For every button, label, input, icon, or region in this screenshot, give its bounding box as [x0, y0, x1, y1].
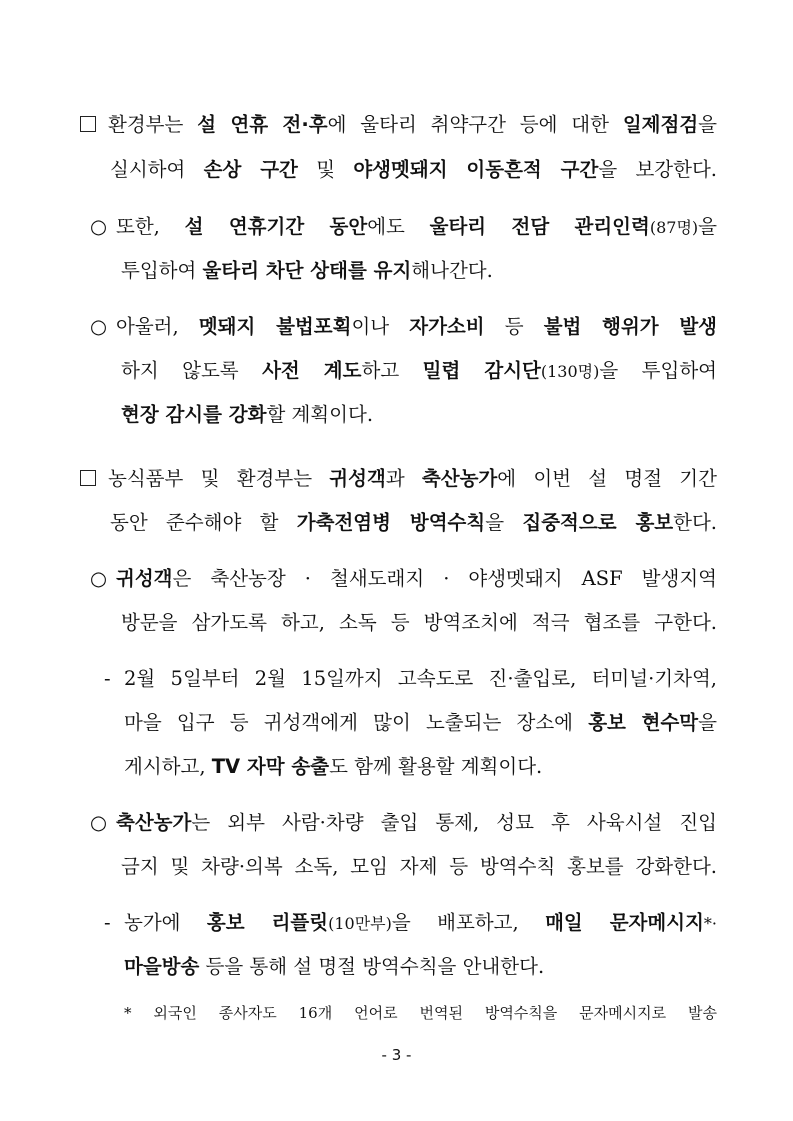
s1-line-1: 환경부는 설 연휴 전·후에 울타리 취약구간 등에 대한 일제점검을 [80, 112, 717, 138]
circle-bullet-icon: ○ [90, 215, 108, 238]
s2-bullet-1-line-2: 방문을 삼가도록 하고, 소독 등 방역조치에 적극 협조를 구한다. [121, 611, 717, 634]
s1-bullet-2-line-3: 현장 감시를 강화할 계획이다. [121, 403, 374, 426]
footnote: * 외국인 종사자도 16개 언어로 번역된 방역수칙을 문자메시지로 발송 [124, 1004, 717, 1022]
dash-bullet-icon: - [104, 667, 111, 690]
s1-bullet-1-line-1: ○ 또한, 설 연휴기간 동안에도 울타리 전담 관리인력(87명)을 [90, 215, 718, 238]
checkbox-square-icon [80, 116, 96, 132]
s2-line-2: 동안 준수해야 할 가축전염병 방역수칙을 집중적으로 홍보한다. [110, 511, 717, 534]
s2-dash-2-line-1: - 농가에 홍보 리플릿(10만부)을 배포하고, 매일 문자메시지*· [104, 911, 718, 934]
page-number: - 3 - [381, 1046, 412, 1064]
s2-line-1: 농식품부 및 환경부는 귀성객과 축산농가에 이번 설 명절 기간 [80, 466, 717, 492]
s2-dash-1-line-2: 마을 입구 등 귀성객에게 많이 노출되는 장소에 홍보 현수막을 [124, 711, 717, 734]
circle-bullet-icon: ○ [90, 811, 108, 834]
s1-bullet-2-line-2: 하지 않도록 사전 계도하고 밀렵 감시단(130명)을 투입하여 [121, 359, 717, 382]
s2-bullet-1-line-1: ○ 귀성객은 축산농장 · 철새도래지 · 야생멧돼지 ASF 발생지역 [90, 567, 717, 590]
s2-bullet-2-line-1: ○ 축산농가는 외부 사람·차량 출입 통제, 성묘 후 사육시설 진입 [90, 811, 717, 834]
s2-dash-1-line-1: - 2월 5일부터 2월 15일까지 고속도로 진·출입로, 터미널·기차역, [104, 667, 717, 690]
s1-line-2: 실시하여 손상 구간 및 야생멧돼지 이동흔적 구간을 보강한다. [110, 158, 718, 181]
dash-bullet-icon: - [104, 911, 111, 934]
circle-bullet-icon: ○ [90, 315, 108, 338]
circle-bullet-icon: ○ [90, 567, 108, 590]
checkbox-square-icon [80, 470, 96, 486]
s2-bullet-2-line-2: 금지 및 차량·의복 소독, 모임 자제 등 방역수칙 홍보를 강화한다. [121, 855, 717, 878]
s1-bullet-2-line-1: ○ 아울러, 멧돼지 불법포획이나 자가소비 등 불법 행위가 발생 [90, 315, 718, 338]
s1-bullet-1-line-2: 투입하여 울타리 차단 상태를 유지해나간다. [121, 259, 493, 282]
s2-dash-1-line-3: 게시하고, TV 자막 송출도 함께 활용할 계획이다. [124, 755, 543, 778]
s2-dash-2-line-2: 마을방송 등을 통해 설 명절 방역수칙을 안내한다. [124, 955, 545, 978]
